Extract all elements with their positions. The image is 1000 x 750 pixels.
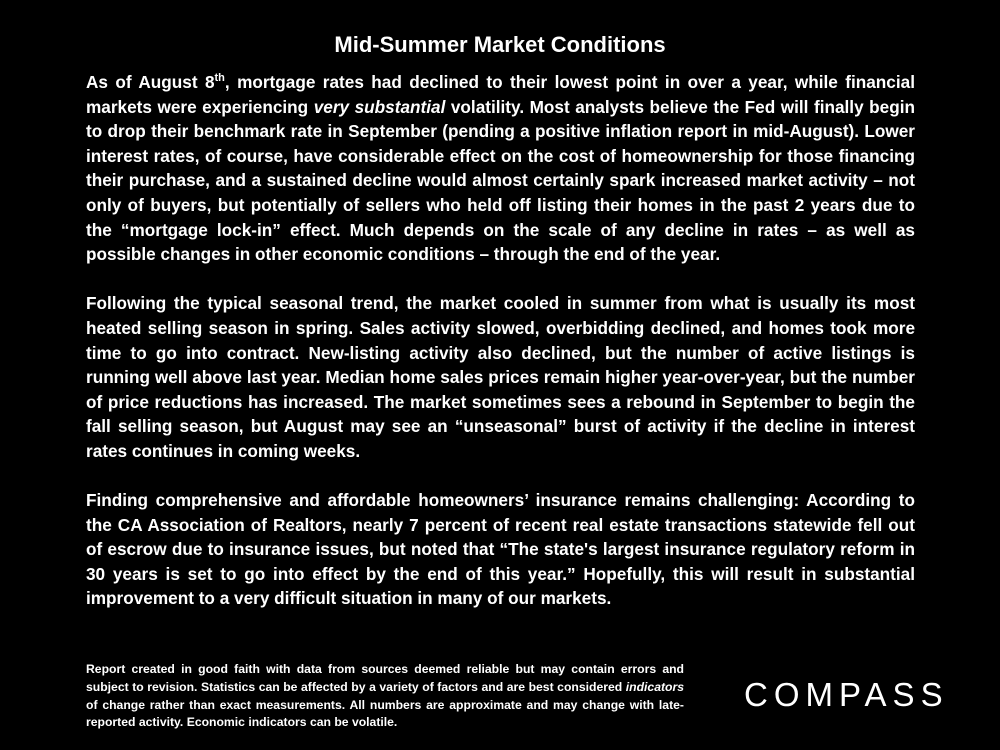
p1-text-a: As of August 8 [86, 72, 215, 92]
p1-superscript: th [214, 72, 225, 84]
paragraph-seasonal: Following the typical seasonal trend, the market cooled in summer from what is usually its most heated selling season in spring. Sales activity slowed, overbidding declined, and homes took more time to go into contract. New-listing activity also declined, but the number of active listings is running well above last year. Median home sales prices remain higher year-over-year, but the number of price reductions has increased. The market sometimes sees a rebound in September to begin the fall selling season, but August may see an “unseasonal” burst of activity if the decline in interest rates continues in coming weeks. [86, 293, 915, 461]
paragraph-rates [86, 70, 915, 267]
compass-logo: COMPASS [744, 676, 949, 713]
disclaimer-text-a: Report created in good faith with data from sources deemed reliable but may contain errors and subject to revision. Statistics can be affected by a variety of factors and are best considered [86, 662, 684, 694]
disclaimer-text-b: of change rather than exact measurements. All numbers are approximate and may change with late-reported activity. Economic indicators can be volatile. [86, 697, 684, 730]
disclaimer [86, 661, 684, 732]
disclaimer-emphasis: indicators [625, 679, 684, 694]
p1-text-c: volatility. Most analysts believe the Fed will finally begin to drop their benchmark rate in September (pending a positive inflation report in mid-August). Lower interest rates, of course, have considerable effect on the cost of homeownership for those financing their purchase, and a sustained decline would almost certainly spark increased market activity – not only of buyers, but potentially of sellers who held off listing their homes in the past 2 years due to the “mortgage lock-in” effect. Much depends on the scale of any decline in rates – as well as possible changes in other economic conditions – through the end of the year. [86, 96, 915, 265]
page-title: Mid-Summer Market Conditions [334, 32, 666, 57]
p1-emphasis: very substantial [313, 96, 446, 117]
p1-text-b: , mortgage rates had declined to their lowest point in over a year, while financial markets were experiencing [86, 72, 915, 117]
paragraph-insurance: Finding comprehensive and affordable homeowners’ insurance remains challenging: According to the CA Association of Realtors, nearly 7 percent of recent real estate transactions statewide fell out of escrow due to insurance issues, but noted that “The state's largest insurance regulatory reform in 30 years is set to go into effect by the end of this year.” Hopefully, this will result in substantial improvement to a very difficult situation in many of our markets. [86, 490, 915, 609]
article-body [86, 70, 915, 611]
